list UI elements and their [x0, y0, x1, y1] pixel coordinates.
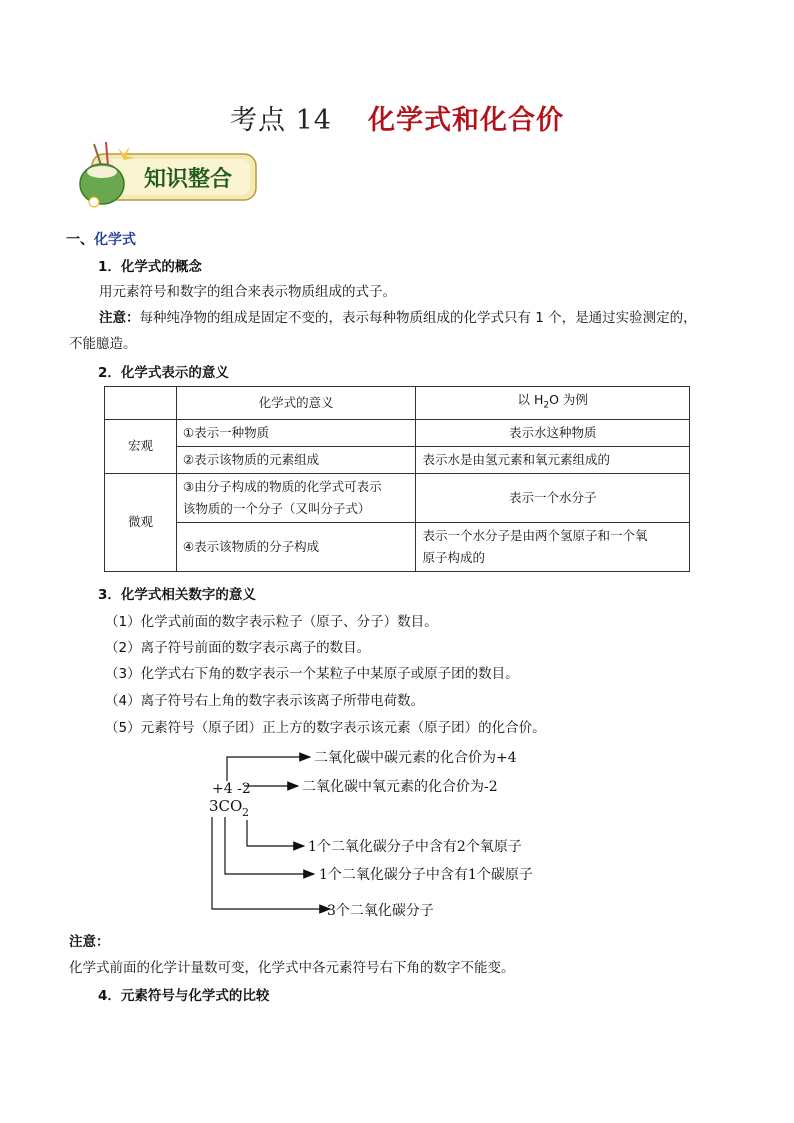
subheading-2: 2．化学式表示的意义	[98, 365, 229, 381]
section-label: 化学式	[94, 232, 136, 248]
diagram-label: 1个二氧化碳分子中含有2个氧原子	[308, 839, 522, 855]
table-cell	[105, 387, 177, 420]
micro-label: 微观	[105, 473, 177, 571]
table-row	[105, 387, 690, 420]
valence-label: +4 -2	[212, 781, 251, 797]
cell-line: 表示一个水分子是由两个氢原子和一个氧	[422, 527, 648, 543]
list-item: （3）化学式右下角的数字表示一个某粒子中某原子或原子团的数目。	[105, 666, 519, 682]
cell-line: 原子构成的	[422, 549, 485, 565]
note-paragraph	[99, 306, 697, 326]
definition-text: 用元素符号和数字的组合来表示物质组成的式子。	[99, 284, 396, 300]
header-prefix: 以 H	[517, 392, 544, 407]
cell-line: 该物质的一个分子（又叫分子式）	[182, 500, 371, 516]
arrow-line	[227, 757, 310, 781]
table-header: 化学式的意义	[176, 387, 416, 420]
header-suffix: O 为例	[549, 392, 588, 407]
table-row	[105, 419, 690, 446]
table-cell	[176, 473, 416, 522]
table-header	[416, 387, 690, 420]
topic-number: 考点 14	[230, 105, 332, 136]
cell-line: ③由分子构成的物质的化学式可表示	[182, 478, 382, 494]
topic-name: 化学式和化合价	[367, 105, 564, 136]
banner-label: 知识整合	[143, 167, 233, 192]
diagram-label: 二氧化碳中氧元素的化合价为-2	[302, 779, 498, 795]
subheading-3: 3．化学式相关数字的意义	[98, 587, 256, 603]
list-item: （5）元素符号（原子团）正上方的数字表示该元素（原子团）的化合价。	[105, 720, 546, 736]
table-cell: 表示水这种物质	[416, 419, 690, 446]
note-text-continued: 不能臆造。	[69, 336, 137, 352]
diagram-label: 1个二氧化碳分子中含有1个碳原子	[319, 867, 533, 883]
list-item: （2）离子符号前面的数字表示离子的数目。	[105, 640, 371, 656]
knowledge-banner	[72, 140, 262, 210]
table-row	[105, 473, 690, 522]
macro-label: 宏观	[105, 419, 177, 473]
table-cell: 表示一个水分子	[416, 473, 690, 522]
table-cell: ①表示一种物质	[176, 419, 416, 446]
table-cell: ④表示该物质的分子构成	[176, 522, 416, 571]
arrow-line	[247, 820, 304, 846]
note-label-2: 注意：	[69, 934, 110, 950]
arrow-line	[212, 817, 330, 909]
list-item: （4）离子符号右上角的数字表示该离子所带电荷数。	[105, 693, 425, 709]
note-label: 注意：	[99, 310, 140, 326]
diagram-label: 二氧化碳中碳元素的化合价为+4	[314, 750, 517, 766]
section-heading	[66, 229, 136, 249]
subheading-4: 4．元素符号与化学式的比较	[98, 988, 270, 1004]
subheading-1: 1．化学式的概念	[98, 259, 202, 275]
header-subscript: 2	[543, 400, 550, 411]
note-text: 每种纯净物的组成是固定不变的，表示每种物质组成的化学式只有 1 个，是通过实验测定的，	[139, 310, 697, 326]
meaning-table	[104, 386, 690, 572]
table-cell: ②表示该物质的元素组成	[176, 446, 416, 473]
list-item: （1）化学式前面的数字表示粒子（原子、分子）数目。	[105, 614, 438, 630]
co2-diagram	[200, 745, 600, 920]
formula-main: 3CO	[209, 797, 243, 815]
note-text-2: 化学式前面的化学计量数可变，化学式中各元素符号右下角的数字不能变。	[69, 960, 515, 976]
diagram-label: 3个二氧化碳分子	[327, 903, 434, 919]
page-title	[0, 98, 794, 137]
formula-subscript: 2	[242, 806, 249, 819]
table-row	[105, 522, 690, 571]
section-prefix: 一、	[66, 232, 94, 248]
table-cell: 表示水是由氢元素和氧元素组成的	[416, 446, 690, 473]
table-row	[105, 446, 690, 473]
table-cell	[416, 522, 690, 571]
